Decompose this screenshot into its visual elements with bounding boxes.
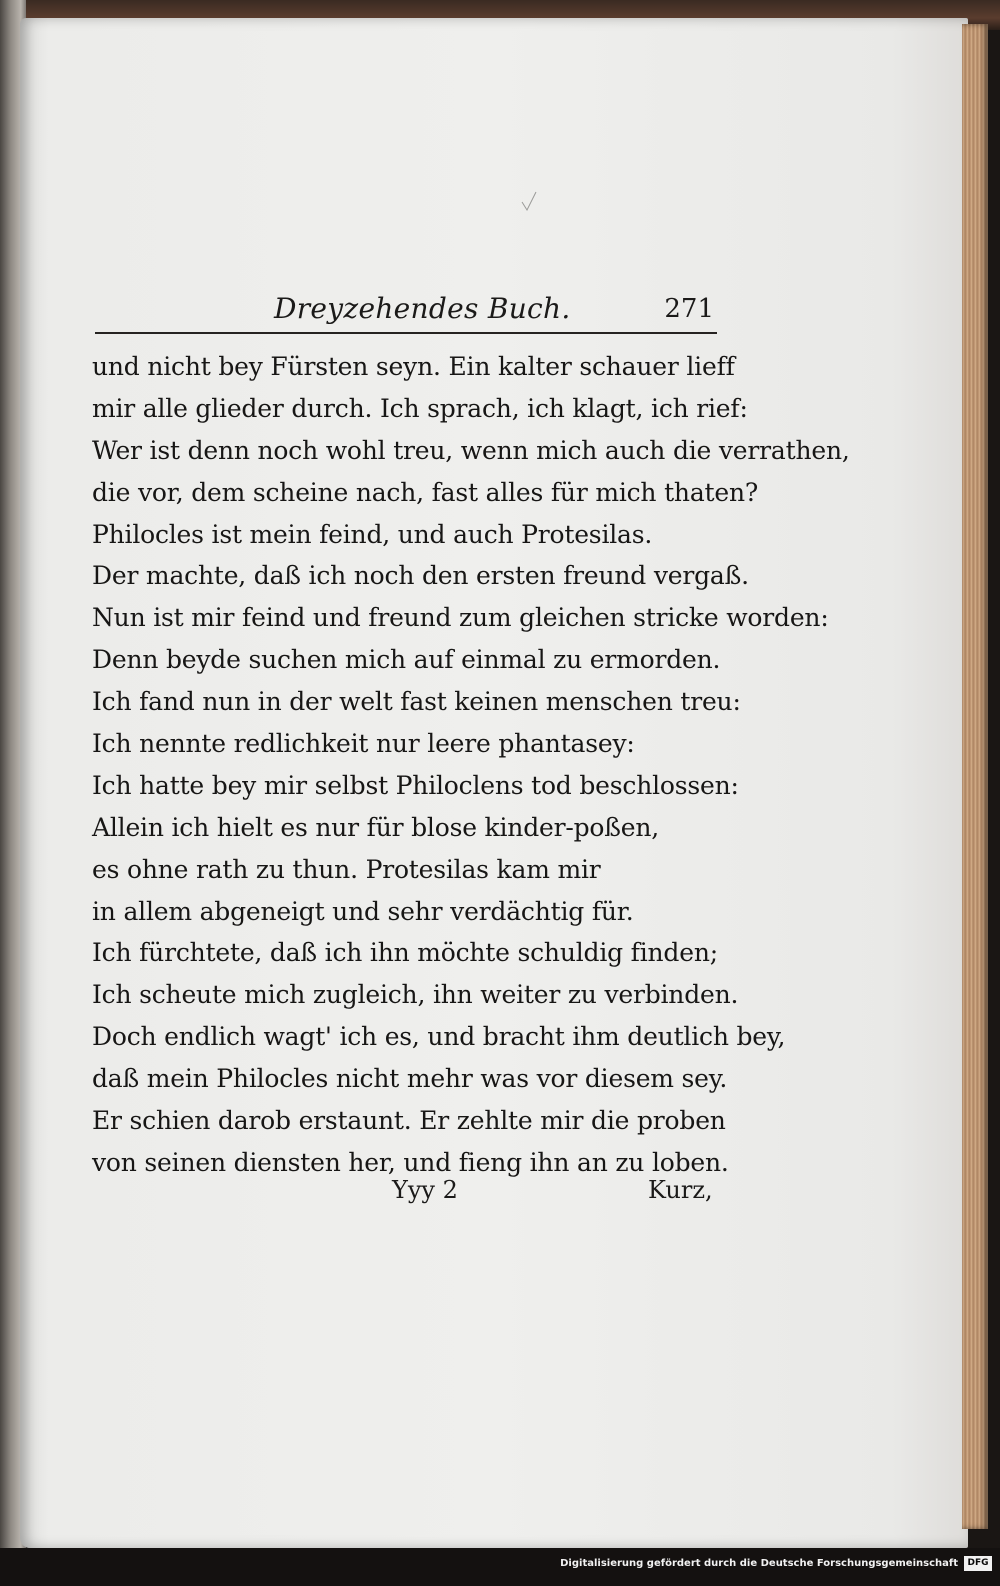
text-line: Ich scheute mich zugleich, ihn weiter zu verbinden. [92,980,739,1010]
text-line: daß mein Philocles nicht mehr was vor diesem sey. [92,1064,728,1094]
catchword: Kurz, [648,1176,713,1204]
text-line: Denn beyde suchen mich auf einmal zu ermorden. [92,645,721,675]
page-fore-edge [962,24,988,1529]
text-line: Allein ich hielt es nur für blose kinder-poßen, [92,812,659,842]
running-header [92,288,718,328]
text-line: Nun ist mir feind und freund zum gleichen stricke worden: [92,603,829,633]
pencil-check-mark [520,190,538,212]
page-number: 271 [664,294,714,324]
text-line: von seinen diensten her, und fieng ihn an zu loben. [92,1147,729,1177]
text-line: Ich fürchtete, daß ich ihn möchte schuldig finden; [92,938,718,968]
signature-mark: Yyy 2 [392,1176,458,1204]
text-line: Er schien darob erstaunt. Er zehlte mir die proben [92,1106,726,1136]
text-line: und nicht bey Fürsten seyn. Ein kalter schauer lieff [92,352,735,381]
header-rule [95,332,717,334]
text-line: in allem abgeneigt und sehr verdächtig für. [92,896,634,926]
dfg-logo: DFG [964,1556,992,1571]
text-line: Ich fand nun in der welt fast keinen menschen treu: [92,687,741,717]
text-line: Doch endlich wagt' ich es, und bracht ihm deutlich bey, [92,1022,786,1052]
digitization-note: Digitalisierung gefördert durch die Deutsche Forschungsgemeinschaft [560,1558,958,1569]
text-line: Wer ist denn noch wohl treu, wenn mich auch die verrathen, [92,435,850,465]
text-line: Ich hatte bey mir selbst Philoclens tod beschlossen: [92,770,739,800]
running-title: Dreyzehendes Buch. [274,292,571,325]
text-line: Ich nennte redlichkeit nur leere phantasey: [92,729,635,759]
text-line: Der machte, daß ich noch den ersten freund vergaß. [92,561,749,591]
text-line: die vor, dem scheine nach, fast alles für mich thaten? [92,477,759,507]
verse-text [92,346,850,1184]
text-line: mir alle glieder durch. Ich sprach, ich klagt, ich rief: [92,393,748,423]
text-line: Philocles ist mein feind, und auch Protesilas. [92,519,653,549]
text-line: es ohne rath zu thun. Protesilas kam mir [92,854,601,884]
